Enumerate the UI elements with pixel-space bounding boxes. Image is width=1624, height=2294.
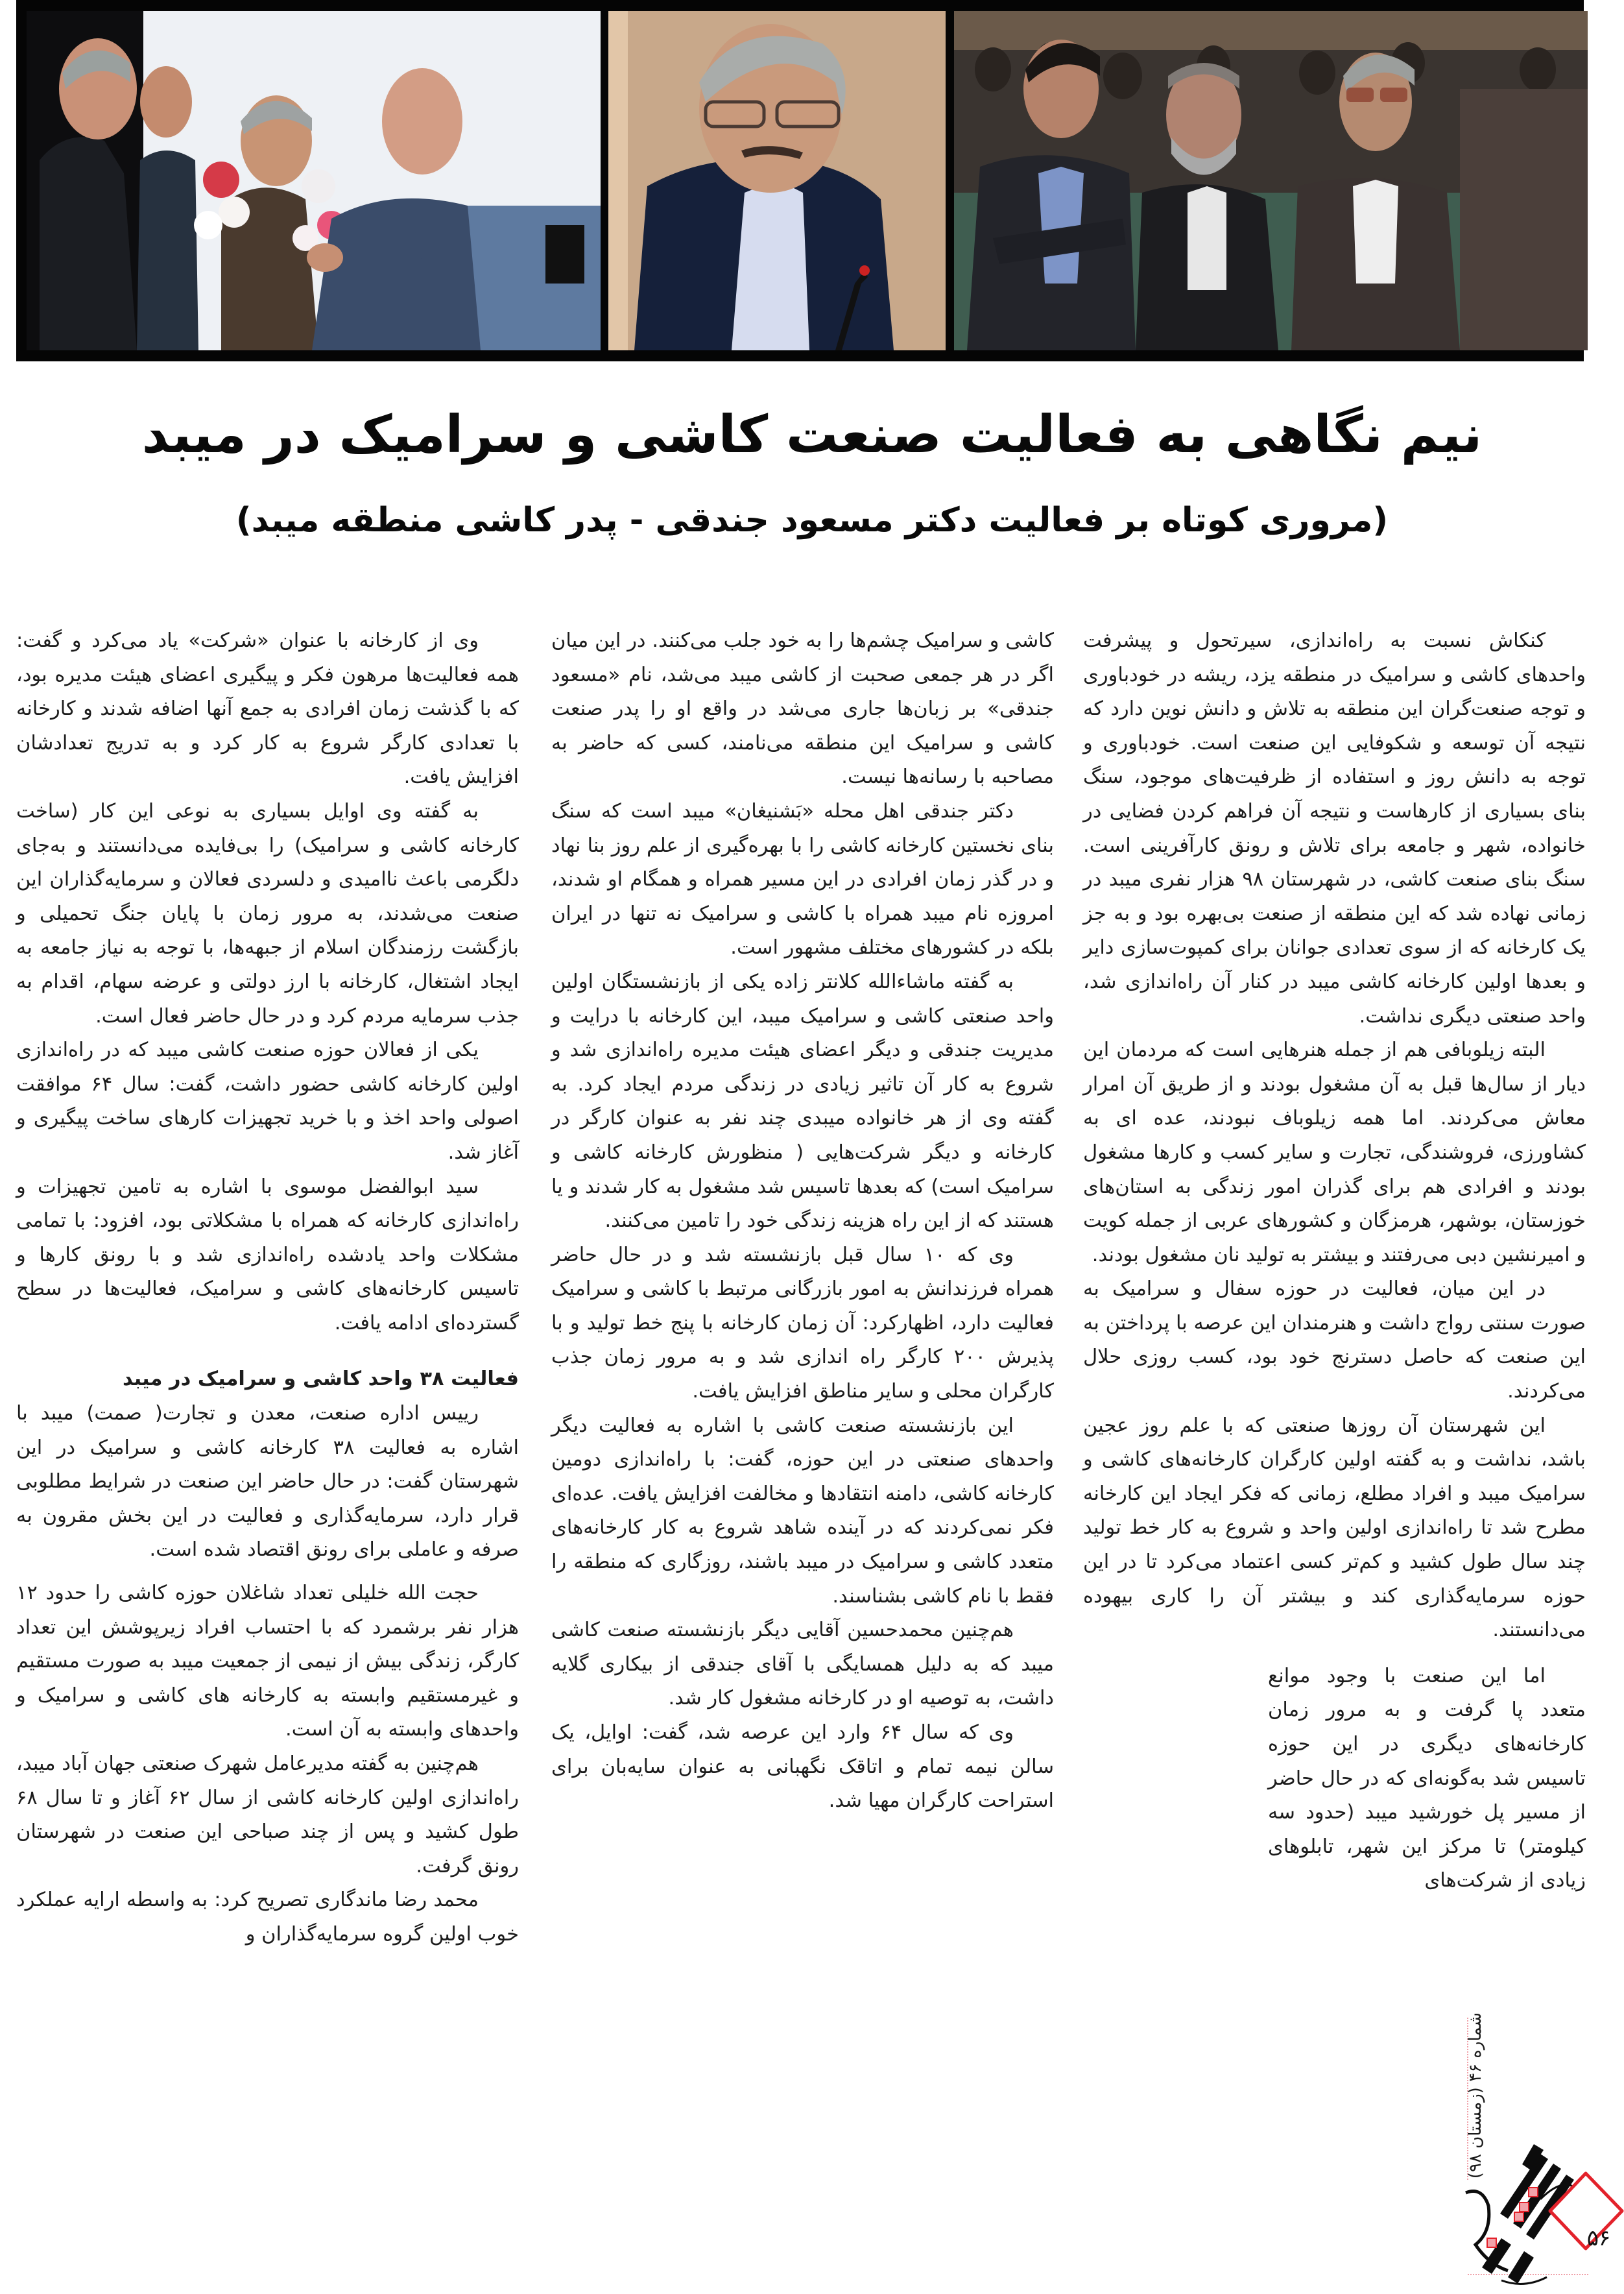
paragraph: سید ابوالفضل موسوی با اشاره به تامین تجهیزات و راه‌اندازی کارخانه که همراه با مشکلاتی بود، افزود: با تمامی مشکلات واحد یادشده راه‌اندازی شد و با رونق کارها و تاسیس کارخانه‌های کاشی و سرامیک، فعالیت‌ها در سطح گسترده‌ای ادامه یافت. (16, 1175, 519, 1334)
paragraph: به گفته ماشاءالله کلانتر زاده یکی از بازنشستگان اولین واحد صنعتی کاشی و سرامیک میبد، این کارخانه با درایت و مدیریت جندقی و دیگر اعضای هیئت مدیره راه‌اندازی شد و شروع به کار آن تاثیر زیادی در زندگی مردم ایجاد کرد. به گفته وی از هر خانواده میبدی چند نفر به عنوان کارگر در کارخانه و دیگر شرکت‌هایی ( منظورش کارخانه کاشی و سرامیک است) که بعدها تاسیس شد مشغول به کار شدند و یا هستند که از این راه هزینه زندگی خود را تامین می‌کنند. (551, 970, 1054, 1233)
paragraph: در این میان، فعالیت در حوزه سفال و سرامیک به صورت سنتی رواج داشت و هنرمندان این عرصه با پرداختن به این صنعت که حاصل دسترنج خود بود، کسب روزی حلال می‌کردند. (1083, 1277, 1586, 1403)
paragraph: یکی از فعالان حوزه صنعت کاشی میبد که در راه‌اندازی اولین کارخانه کاشی حضور داشت، گفت: سال ۶۴ موافقت اصولی واحد اخذ و با خرید تجهیزات کارهای ساخت پیگیری و آغاز شد. (16, 1039, 519, 1164)
photo-strip (16, 0, 1584, 361)
paragraph: وی که سال ۶۴ وارد این عرصه شد، گفت: اوایل، یک سالن نیمه تمام و اتاقک نگهبانی به عنوان سایه‌بان برای استراحت کارگران مهیا شد. (551, 1721, 1054, 1813)
photo-ceremony (27, 11, 601, 350)
paragraph: به گفته وی اوایل بسیاری به نوعی این کار (ساخت کارخانه کاشی و سرامیک) را بی‌فایده می‌دانستند و به‌جای دلگرمی باعث ناامیدی و دلسردی فعالان و سرمایه‌گذاران این صنعت می‌شدند، به مرور زمان با پایان جنگ تحمیلی و بازگشت رزمندگان اسلام از جبهه‌ها، با توجه به نیاز جامعه به ایجاد اشتغال، کارخانه با ارز دولتی و عرضه سهام، اقدام به جذب سرمایه مردم کرد و در حال حاضر فعال است. (16, 799, 519, 1028)
photo-audience (954, 11, 1588, 350)
article-column-right (1083, 624, 1586, 1898)
page-number: ۵۶ (1586, 2225, 1611, 2251)
photo-ceremony-image (27, 11, 601, 350)
issue-label: شماره ۴۶ (زمستان ۹۸) (1466, 2012, 1485, 2179)
paragraph: وی از کارخانه با عنوان «شرکت» یاد می‌کرد و گفت: همه فعالیت‌ها مرهون فکر و پیگیری اعضای هیئت مدیره بود، که با گذشت زمان افرادی به جمع آنها اضافه شدند و کارخانه با تعدادی کارگر شروع به کار کرد و به تدریج تعدادشان افزایش یافت. (16, 629, 519, 789)
photo-audience-image (954, 11, 1588, 350)
photo-portrait (608, 11, 946, 350)
article-subheadline: (مروری کوتاه بر فعالیت دکتر مسعود جندقی - پدر کاشی منطقه میبد) (235, 501, 1389, 540)
paragraph: دکتر جندقی اهل محله «بَشنیغان» میبد است که سنگ بنای نخستین کارخانه کاشی را با بهره‌گیری از علم روز بنا نهاد و در گذر زمان افرادی در این مسیر همراه و همگام او شدند، امروزه نام میبد همراه با کاشی و سرامیک نه تنها در ایران بلکه در کشورهای مختلف مشهور است. (551, 799, 1054, 960)
paragraph: رییس اداره صنعت، معدن و تجارت( صمت) میبد با اشاره به فعالیت ۳۸ کارخانه کاشی و سرامیک در این شهرستان گفت: در حال حاضر این صنعت در شرایط مطلوبی قرار دارد، سرمایه‌گذاری و فعالیت در این بخش مقرون به صرفه و عاملی برای رونق اقتصاد شده است. (16, 1402, 519, 1562)
paragraph: کنکاش نسبت به راه‌اندازی، سیرتحول و پیشرفت واحدهای کاشی و سرامیک در منطقه یزد، ریشه در خودباوری و توجه صنعت‌گران این منطقه به تلاش و دانش نوین دارد که نتیجه آن توسعه و شکوفایی این صنعت است. خودباوری و توجه به دانش روز و استفاده از ظرفیت‌های موجود، سنگ بنای بسیاری از کارهاست و نتیجه آن فراهم کردن فضایی در خانواده، شهر و جامعه برای تلاش و رونق کارآفرینی است. سنگ بنای صنعت کاشی، در شهرستان ۹۸ هزار نفری میبد در زمانی نهاده شد که این منطقه از صنعت بی‌بهره بود و به جز یک کارخانه که از سوی تعدادی جوانان برای کمپوت‌سازی دایر و بعدها اولین کارخانه کاشی میبد در کنار آن راه‌اندازی شد، واحد صنعتی دیگری نداشت. (1083, 629, 1586, 1028)
paragraph: هم‌چنین محمدحسین آقایی دیگر بازنشسته صنعت کاشی میبد که به دلیل همسایگی با آقای جندقی از بیکاری گلایه داشت، به توصیه او در کارخانه مشغول کار شد. (551, 1619, 1054, 1710)
paragraph: این شهرستان آن روزها صنعتی که با علم روز عجین باشد، نداشت و به گفته اولین کارگران کارخانه‌های کاشی و سرامیک میبد و افراد مطلع، زمانی که فکر ایجاد این کارخانه مطرح شد تا راه‌اندازی اولین واحد و شروع به کار خط تولید چند سال طول کشید و کم‌تر کسی اعتماد می‌کرد تا در این حوزه سرمایه‌گذاری کند و بیشتر آن را کاری بیهوده می‌دانستند. (1083, 1414, 1586, 1642)
photo-portrait-image (608, 11, 946, 350)
article-headline: نیم نگاهی به فعالیت صنعت کاشی و سرامیک در میبد (141, 404, 1483, 465)
section-subheading: فعالیت ۳۸ واحد کاشی و سرامیک در میبد (122, 1368, 519, 1391)
paragraph: محمد رضا ماندگاری تصریح کرد: به واسطه ارایه عملکرد خوب اولین گروه سرمایه‌گذاران و (16, 1889, 519, 1946)
paragraph: هم‌چنین به گفته مدیرعامل شهرک صنعتی جهان آباد میبد، راه‌اندازی اولین کارخانه کاشی از سال ۶۲ آغاز و تا سال ۶۸ طول کشید و پس از چند صباحی این صنعت در شهرستان رونق گرفت. (16, 1752, 519, 1877)
magazine-logo-icon (1463, 2141, 1624, 2294)
article-column-left (16, 624, 519, 1952)
paragraph: اما این صنعت با وجود موانع متعدد پا گرفت و به مرور زمان کارخانه‌های دیگری در این حوزه تاسیس شد به‌گونه‌ای که در حال حاضر از مسیر پل خورشید میبد (حدود سه کیلومتر) تا مرکز این شهر، تابلوهای زیادی از شرکت‌های (1268, 1664, 1586, 1892)
paragraph: حجت الله خلیلی تعداد شاغلان حوزه کاشی را حدود ۱۲ هزار نفر برشمرد که با احتساب افراد زیرپوشش این تعداد کارگر، زندگی بیش از نیمی از جمعیت میبد به صورت مستقیم و غیرمستقیم وابسته به کارخانه های کاشی و سرامیک و واحدهای وابسته به آن است. (16, 1582, 519, 1741)
paragraph: البته زیلوبافی هم از جمله هنرهایی است که مردمان این دیار از سال‌ها قبل به آن مشغول بودند و از طریق آن امرار معاش می‌کردند. اما همه زیلوباف نبودند، عده ای به کشاورزی، فروشندگی، تجارت و سایر کسب و کارها مشغول بودند و افرادی هم برای گذران امور زندگی به استان‌های خوزستان، بوشهر، هرمزگان و کشورهای عربی از جمله کویت و امیرنشین دبی می‌رفتند و بیشتر به تولید نان مشغول بودند. (1083, 1039, 1586, 1266)
paragraph: این بازنشسته صنعت کاشی با اشاره به فعالیت دیگر واحدهای صنعتی در این حوزه، گفت: با راه‌اندازی دومین کارخانه کاشی، دامنه انتقادها و مخالفت افزایش یافت. عده‌ای فکر نمی‌کردند که در آینده شاهد شروع به کار کارخانه‌های متعدد کاشی و سرامیک در میبد باشند، روزگاری که منطقه را فقط با نام کاشی بشناسند. (551, 1414, 1054, 1608)
paragraph: وی که ۱۰ سال قبل بازنشسته شد و در حال حاضر همراه فرزندانش به امور بازرگانی مرتبط با کاشی و سرامیک فعالیت دارد، اظهارکرد: آن زمان کارخانه با پنج خط تولید و با پذیرش ۲۰۰ کارگر راه اندازی شد و به مرور زمان جذب کارگران محلی و سایر مناطق افزایش یافت. (551, 1243, 1055, 1403)
paragraph: کاشی و سرامیک چشم‌ها را به خود جلب می‌کنند. در این میان اگر در هر جمعی صحبت از کاشی میبد می‌شد، نام «مسعود جندقی» بر زبان‌ها جاری می‌شد در واقع او را پدر صنعت کاشی و سرامیک این منطقه می‌نامند، کسی که حاضر به مصاحبه با رسانه‌ها نیست. (551, 629, 1054, 789)
article-column-middle (551, 624, 1054, 1818)
